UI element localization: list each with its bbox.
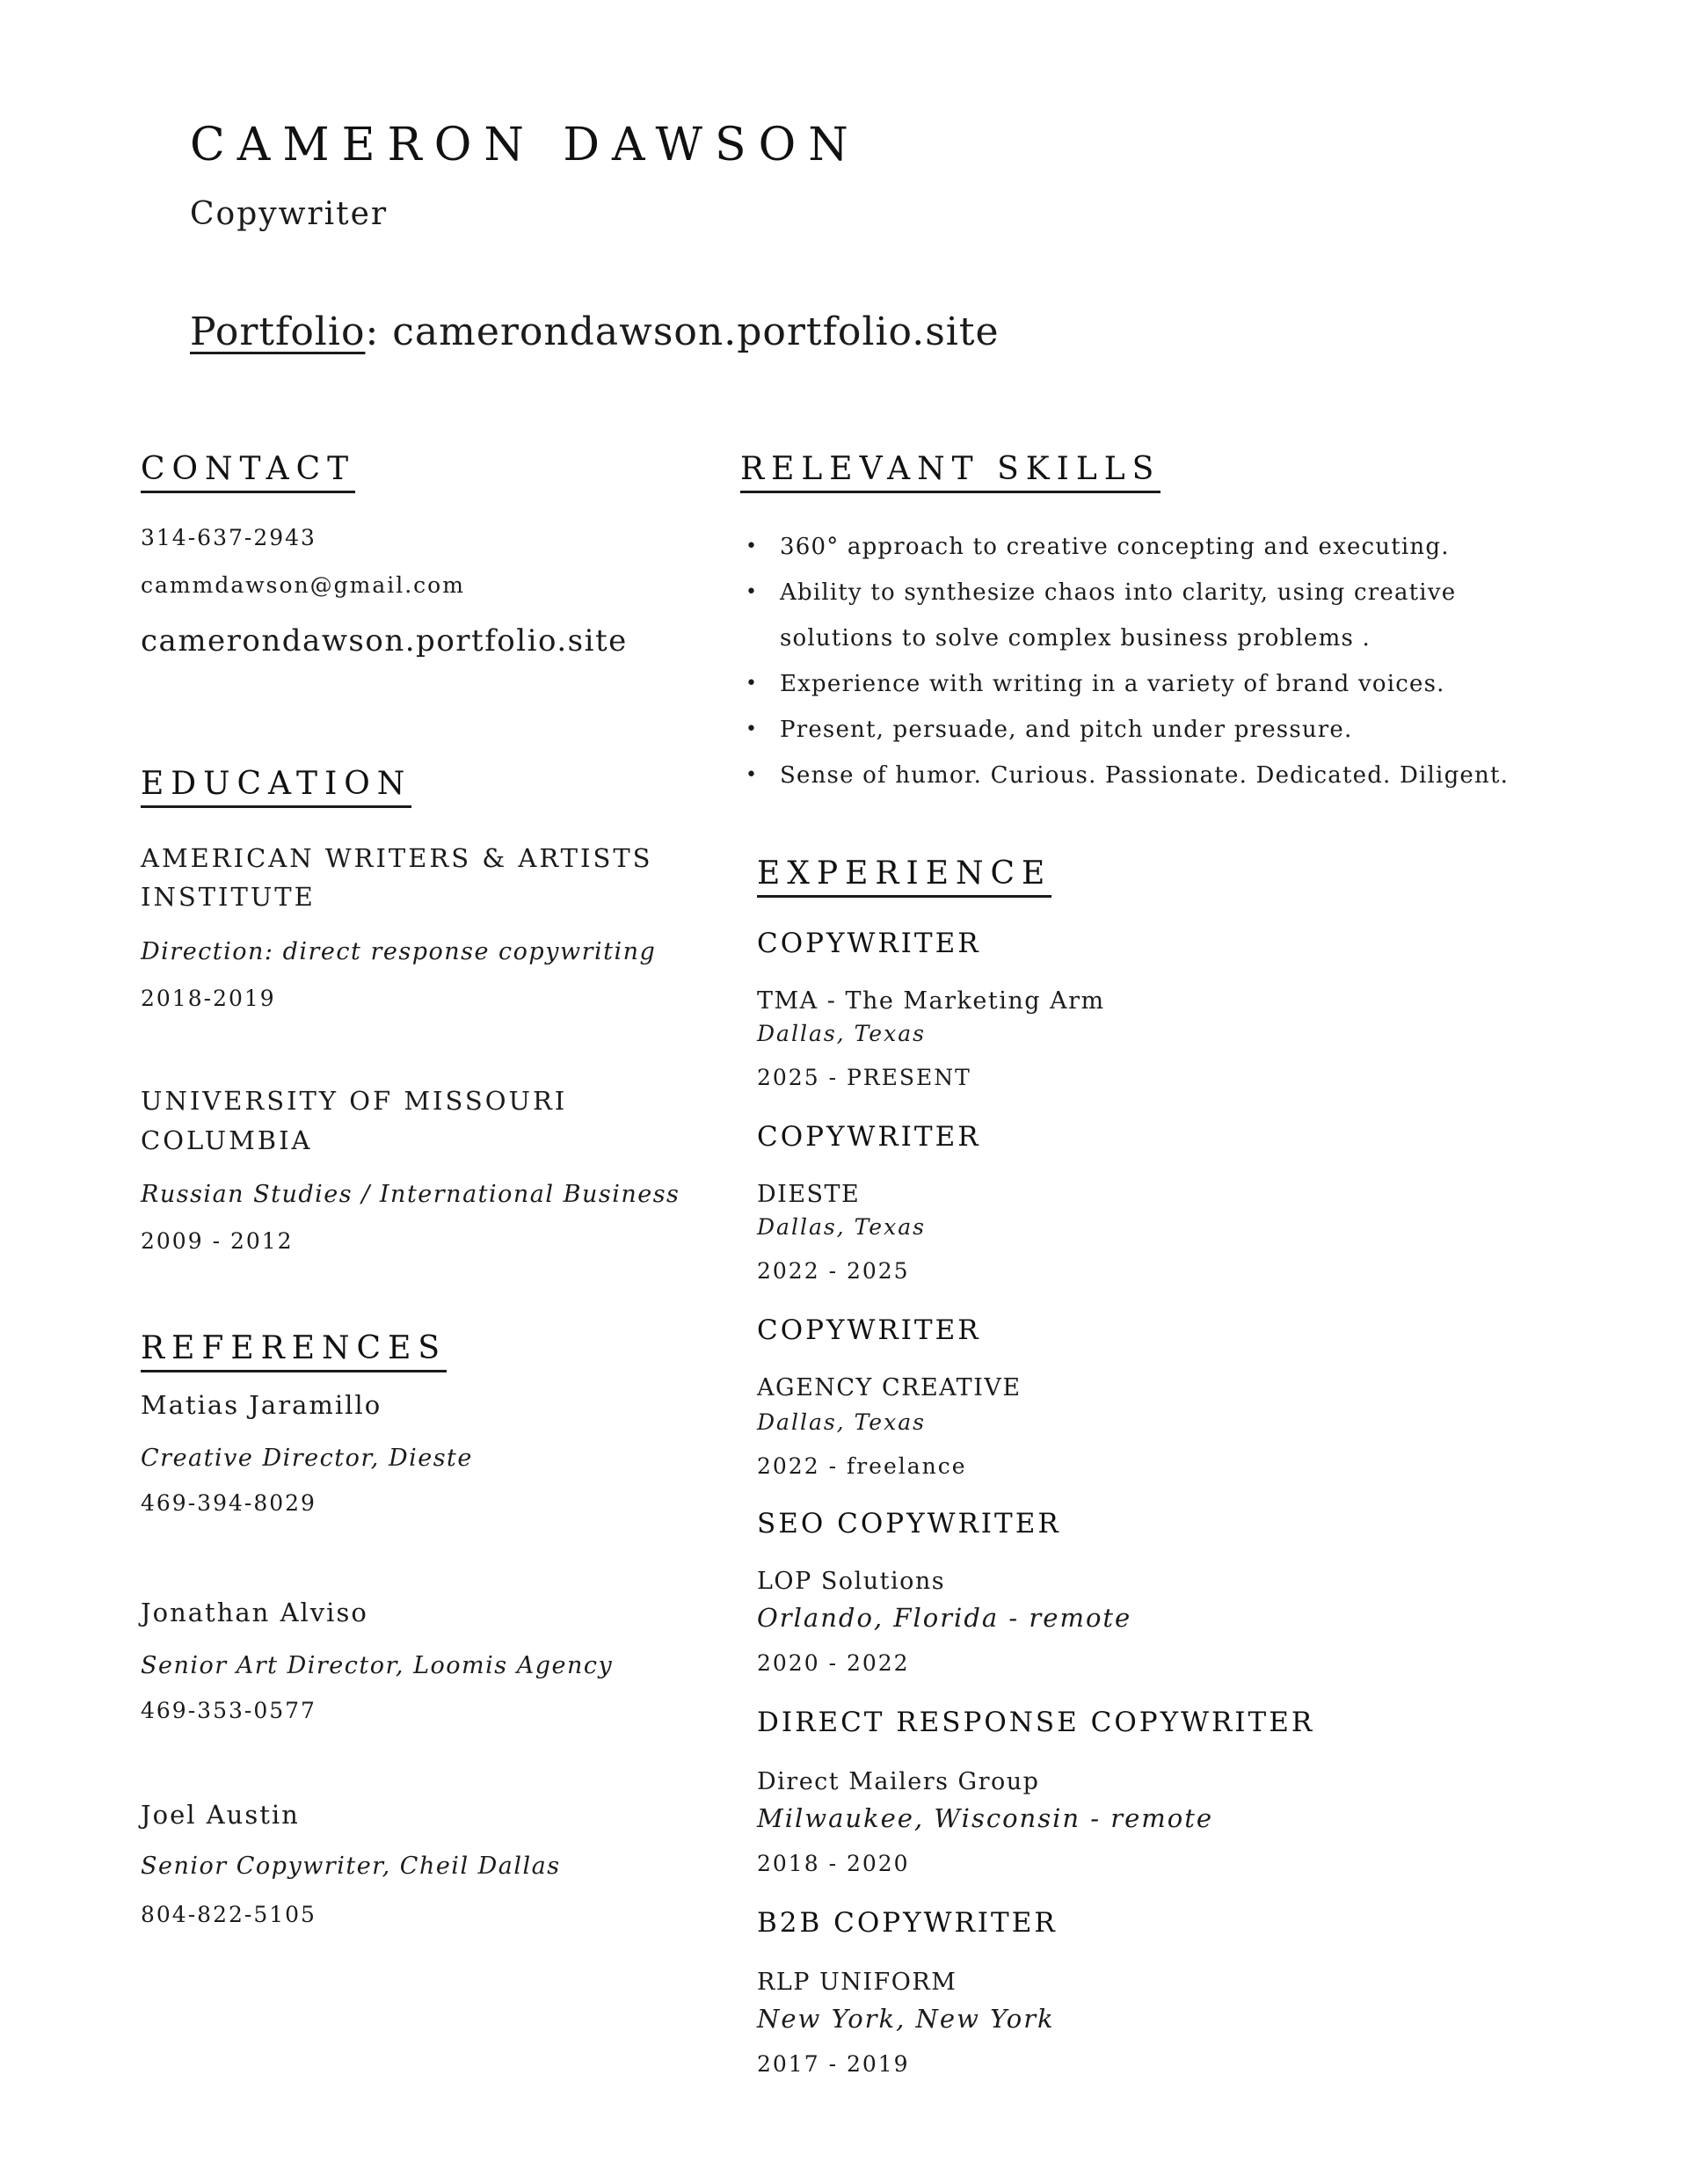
job-location: Dallas, Texas xyxy=(757,1021,926,1046)
reference-phone: 469-394-8029 xyxy=(141,1490,316,1516)
skills-heading: RELEVANT SKILLS xyxy=(740,450,1160,493)
portfolio-line xyxy=(190,308,1000,357)
education-school: COLUMBIA xyxy=(141,1125,313,1155)
skill-item: • Ability to synthesize chaos into clarity, using creative solutions to solve complex business problems . xyxy=(746,570,1536,661)
education-detail: Direction: direct response copywriting xyxy=(141,938,657,965)
job-dates: 2025 - PRESENT xyxy=(757,1065,971,1090)
job-title: B2B COPYWRITER xyxy=(757,1907,1058,1939)
reference-title: Senior Art Director, Loomis Agency xyxy=(141,1652,614,1679)
bullet-icon: • xyxy=(746,535,759,557)
job-company: TMA - The Marketing Arm xyxy=(757,987,1105,1015)
job-company: AGENCY CREATIVE xyxy=(757,1374,1022,1401)
skill-item: • Sense of humor. Curious. Passionate. Dedicated. Diligent. xyxy=(746,753,1536,798)
job-location: Milwaukee, Wisconsin - remote xyxy=(757,1803,1214,1833)
bullet-icon: • xyxy=(746,718,759,740)
job-location: Dallas, Texas xyxy=(757,1214,926,1240)
job-location: Orlando, Florida - remote xyxy=(757,1603,1132,1633)
job-title: DIRECT RESPONSE COPYWRITER xyxy=(757,1707,1315,1738)
job-title: COPYWRITER xyxy=(757,1314,981,1346)
job-location: New York, New York xyxy=(757,2004,1055,2034)
job-company: DIESTE xyxy=(757,1181,861,1208)
job-company: RLP UNIFORM xyxy=(757,1969,957,1996)
reference-phone: 804-822-5105 xyxy=(141,1902,316,1927)
portfolio-separator: : xyxy=(365,309,380,354)
resume-role: Copywriter xyxy=(190,196,389,232)
education-school: INSTITUTE xyxy=(141,882,316,912)
skill-item: • 360° approach to creative concepting and executing. xyxy=(746,524,1536,570)
education-detail: Russian Studies / International Business xyxy=(141,1181,680,1208)
education-years: 2009 - 2012 xyxy=(141,1228,294,1254)
job-company: LOP Solutions xyxy=(757,1568,946,1595)
education-school: AMERICAN WRITERS & ARTISTS xyxy=(141,843,653,873)
job-dates: 2020 - 2022 xyxy=(757,1650,910,1676)
bullet-icon: • xyxy=(746,673,759,695)
contact-website[interactable]: camerondawson.portfolio.site xyxy=(141,623,628,659)
job-location: Dallas, Texas xyxy=(757,1409,926,1435)
job-dates: 2022 - 2025 xyxy=(757,1258,910,1284)
bullet-icon: • xyxy=(746,764,759,786)
job-title: SEO COPYWRITER xyxy=(757,1508,1061,1540)
reference-name: Jonathan Alviso xyxy=(141,1598,368,1627)
experience-heading: EXPERIENCE xyxy=(757,855,1051,898)
bullet-icon: • xyxy=(746,581,759,603)
education-years: 2018-2019 xyxy=(141,986,276,1011)
resume-name: CAMERON DAWSON xyxy=(190,119,861,171)
job-title: COPYWRITER xyxy=(757,1121,981,1153)
reference-name: Matias Jaramillo xyxy=(141,1390,382,1420)
education-heading: EDUCATION xyxy=(141,765,411,808)
reference-title: Senior Copywriter, Cheil Dallas xyxy=(141,1853,561,1880)
contact-phone: 314-637-2943 xyxy=(141,525,316,550)
portfolio-label: Portfolio xyxy=(190,309,366,354)
reference-name: Joel Austin xyxy=(141,1800,300,1830)
job-title: COPYWRITER xyxy=(757,928,981,959)
job-company: Direct Mailers Group xyxy=(757,1768,1040,1795)
portfolio-url[interactable]: camerondawson.portfolio.site xyxy=(392,309,1000,354)
reference-title: Creative Director, Dieste xyxy=(141,1445,473,1472)
references-heading: REFERENCES xyxy=(141,1329,447,1372)
skill-item: • Experience with writing in a variety of brand voices. xyxy=(746,661,1536,707)
job-dates: 2017 - 2019 xyxy=(757,2051,910,2077)
contact-heading: CONTACT xyxy=(141,450,355,493)
reference-phone: 469-353-0577 xyxy=(141,1698,316,1723)
skill-item: • Present, persuade, and pitch under pressure. xyxy=(746,707,1536,753)
education-school: UNIVERSITY OF MISSOURI xyxy=(141,1086,568,1116)
contact-email[interactable]: cammdawson@gmail.com xyxy=(141,572,465,598)
job-dates: 2018 - 2020 xyxy=(757,1851,910,1876)
skills-list xyxy=(746,524,1536,798)
job-dates: 2022 - freelance xyxy=(757,1453,967,1479)
